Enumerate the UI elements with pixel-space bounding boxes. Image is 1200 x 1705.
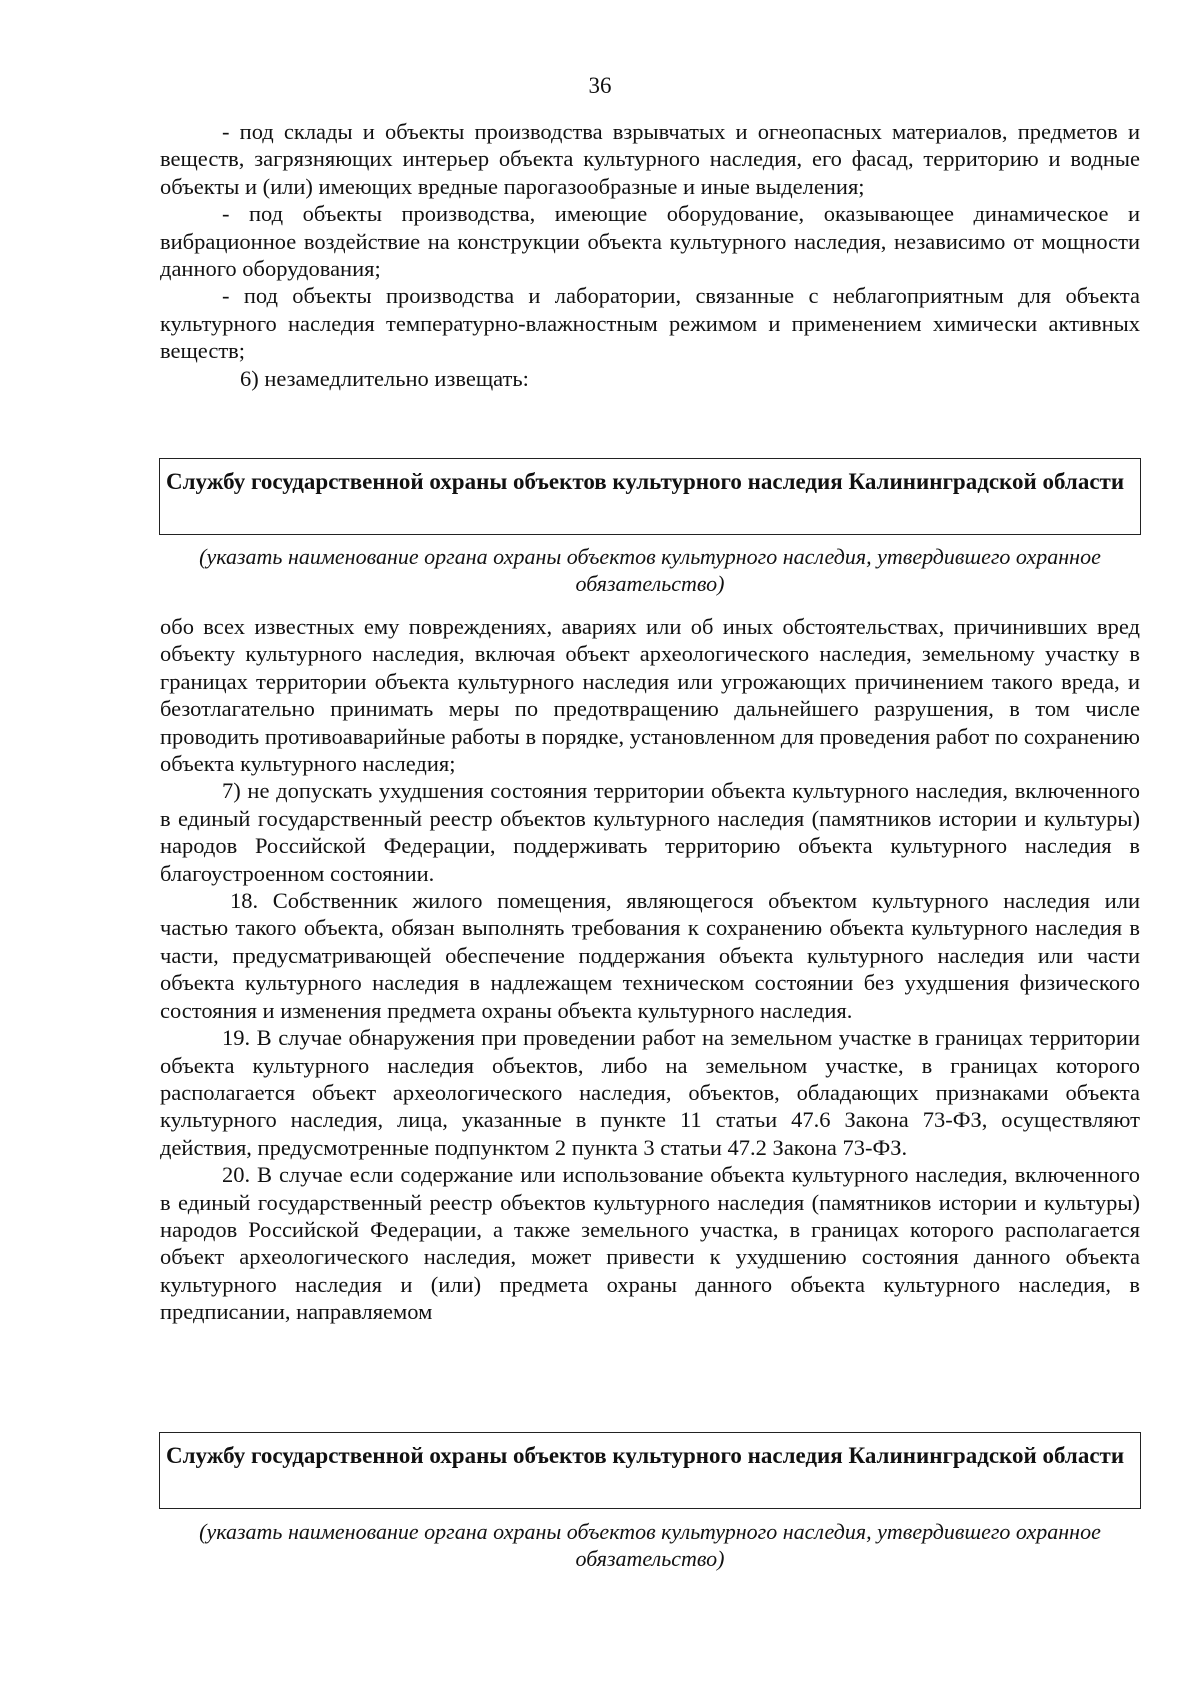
authority-box: Службу государственной охраны объектов культурного наследия Калининградской области [159,458,1141,535]
authority-note-2: (указать наименование органа охраны объектов культурного наследия, утвердившего охранное обязательство) [199,1519,1101,1572]
paragraph-damages: обо всех известных ему повреждениях, авариях или об иных обстоятельствах, причинивших вред объекту культурного наследия, включая объект археологического наследия, земельному участку в границах территории объекта культурного наследия или угрожающих причинением такого вреда, и безотлагательно принимать меры по предотвращению дальнейшего разрушения, в том числе проводить противоаварийные работы в порядке, установленном для проведения работ по сохранению объекта культурного наследия; [160,614,1140,777]
paragraph-warehouses: - под склады и объекты производства взрывчатых и огнеопасных материалов, предметов и веществ, загрязняющих интерьер объекта культурного наследия, его фасад, территорию и водные объекты и (или) имеющих вредные парогазообразные и иные выделения; [160,119,1140,199]
paragraph-item-18: 18. Собственник жилого помещения, являющегося объектом культурного наследия или частью такого объекта, обязан выполнять требования к сохранению объекта культурного наследия в части, предусматривающей обеспечение поддержания объекта культурного наследия или части объекта культурного наследия в надлежащем техническом состоянии без ухудшения физического состояния и изменения предмета охраны объекта культурного наследия. [160,888,1140,1023]
paragraph-notify: 6) незамедлительно извещать: [240,365,529,391]
authority-box-2: Службу государственной охраны объектов культурного наследия Калининградской области [159,1432,1141,1509]
paragraph-production-equipment: - под объекты производства, имеющие оборудование, оказывающее динамическое и вибрационное воздействие на конструкции объекта культурного наследия, независимо от мощности данного оборудования; [160,201,1140,282]
paragraph-laboratories: - под объекты производства и лаборатории, связанные с неблагоприятным для объекта культурного наследия температурно-влажностным режимом и применением химически активных веществ; [160,283,1140,364]
authority-note: (указать наименование органа охраны объектов культурного наследия, утвердившего охранное обязательство) [199,544,1101,597]
paragraph-item-20: 20. В случае если содержание или использование объекта культурного наследия, включенного в единый государственный реестр объектов культурного наследия (памятников истории и культуры) народов Российской Федерации, а также земельного участка, в границах которого располагается объект археологического наследия, может привести к ухудшению состояния данного объекта культурного наследия и (или) предмета охраны данного объекта культурного наследия, в предписании, направляемом [160,1162,1140,1325]
text-block-main [160,613,1140,1326]
paragraph-item-19: 19. В случае обнаружения при проведении работ на земельном участке в границах территории объекта культурного наследия объектов, либо на земельном участке, в границах которого располагается объект археологического наследия, объектов, обладающих признаками объекта культурного наследия, лица, указанные в пункте 11 статьи 47.6 Закона 73-ФЗ, осуществляют действия, предусмотренные подпунктом 2 пункта 3 статьи 47.2 Закона 73-ФЗ. [160,1025,1140,1160]
text-block-top [160,118,1140,392]
paragraph-item-7: 7) не допускать ухудшения состояния территории объекта культурного наследия, включенного в единый государственный реестр объектов культурного наследия (памятников истории и культуры) народов Российской Федерации, поддерживать территорию объекта культурного наследия в благоустроенном состоянии. [160,778,1140,886]
page-number: 36 [588,73,612,98]
